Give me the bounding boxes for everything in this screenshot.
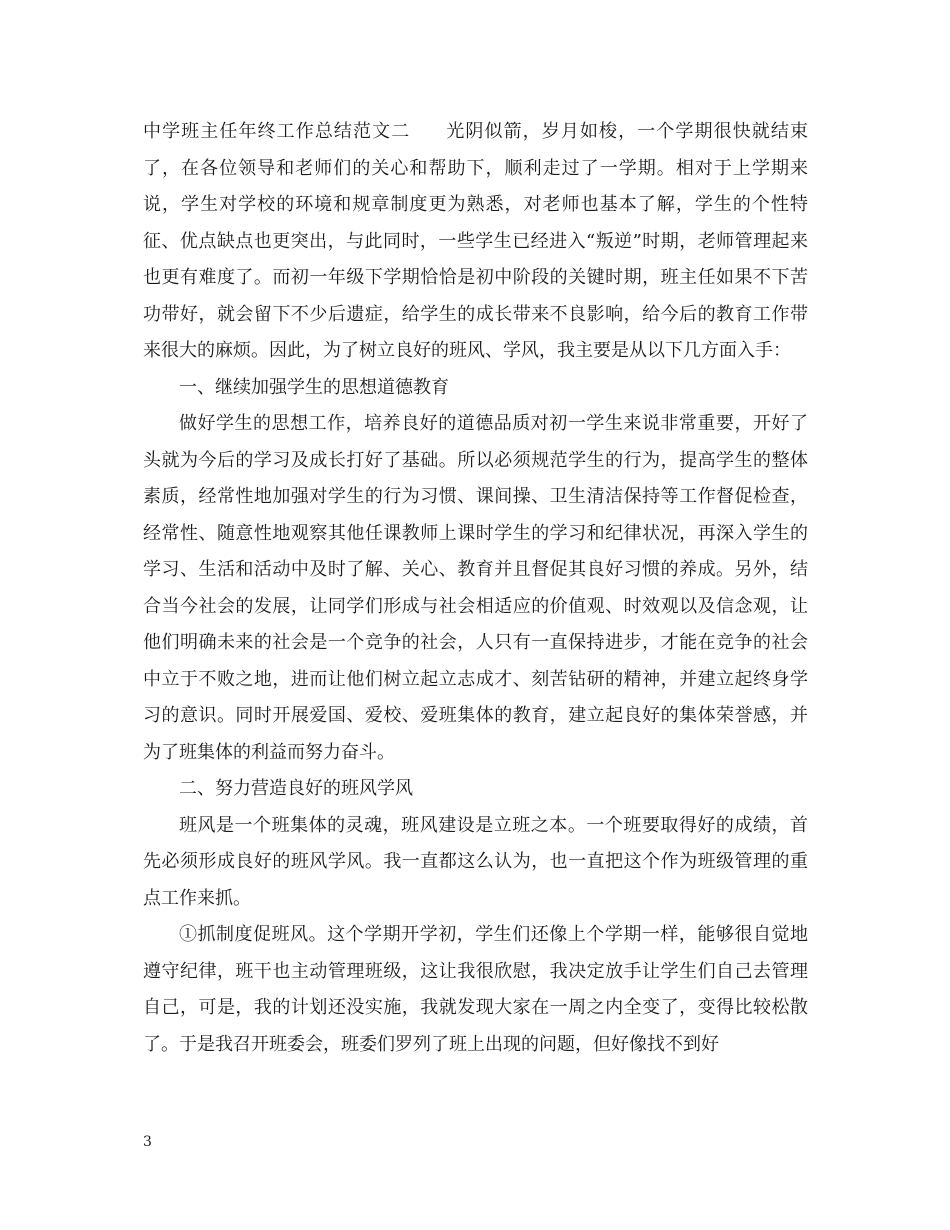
section2-paragraph: 班风是一个班集体的灵魂，班风建设是立班之本。一个班要取得好的成绩，首先必须形成良好的班风学风。我一直都这么认为，也一直把这个作为班级管理的重点工作来抓。 (143, 814, 808, 909)
intro-paragraph (143, 114, 808, 370)
section1-paragraph: 做好学生的思想工作，培养良好的道德品质对初一学生来说非常重要，开好了头就为今后的学习及成长打好了基础。所以必须规范学生的行为，提高学生的整体素质，经常性地加强对学生的行为习惯、课间操、卫生清洁保持等工作督促检查，经常性、随意性地观察其他任课教师上课时学生的学习和纪律状况，再深入学生的学习、生活和活动中及时了解、关心、教育并且督促其良好习惯的养成。另外，结合当今社会的发展，让同学们形成与社会相适应的价值观、时效观以及信念观，让他们明确未来的社会是一个竞争的社会，人只有一直保持进步，才能在竞争的社会中立于不败之地，进而让他们树立起立志成才、刻苦钻研的精神，并建立起终身学习的意识。同时开展爱国、爱校、爱班集体的教育，建立起良好的集体荣誉感，并为了班集体的利益而努力奋斗。 (143, 413, 808, 763)
section2-item1-paragraph: ①抓制度促班风。这个学期开学初，学生们还像上个学期一样，能够很自觉地遵守纪律，班干也主动管理班级，这让我很欣慰，我决定放手让学生们自己去管理自己，可是，我的计划还没实施，我就发现大家在一周之内全变了，变得比较松散了。于是我召开班委会，班委们罗列了班上出现的问题，但好像找不到好 (143, 924, 808, 1055)
document-body (143, 114, 808, 1063)
document-title: 中学班主任年终工作总结范文二 (143, 121, 411, 142)
intro-text: 光阴似箭，岁月如梭，一个学期很快就结束了，在各位领导和老师们的关心和帮助下，顺利走过了一学期。相对于上学期来说，学生对学校的环境和规章制度更为熟悉，对老师也基本了解，学生的个性特征、优点缺点也更突出，与此同时，一些学生已经进入“叛逆”时期，老师管理起来也更有难度了。而初一年级下学期恰恰是初中阶段的关键时期，班主任如果不下苦功带好，就会留下不少后遗症，给学生的成长带来不良影响，给今后的教育工作带来很大的麻烦。因此，为了树立良好的班风、学风，我主要是从以下几方面入手： (143, 121, 808, 361)
page-number: 3 (143, 1134, 152, 1150)
section2-heading: 二、努力营造良好的班风学风 (179, 778, 413, 799)
section1-heading: 一、继续加强学生的思想道德教育 (179, 376, 449, 398)
